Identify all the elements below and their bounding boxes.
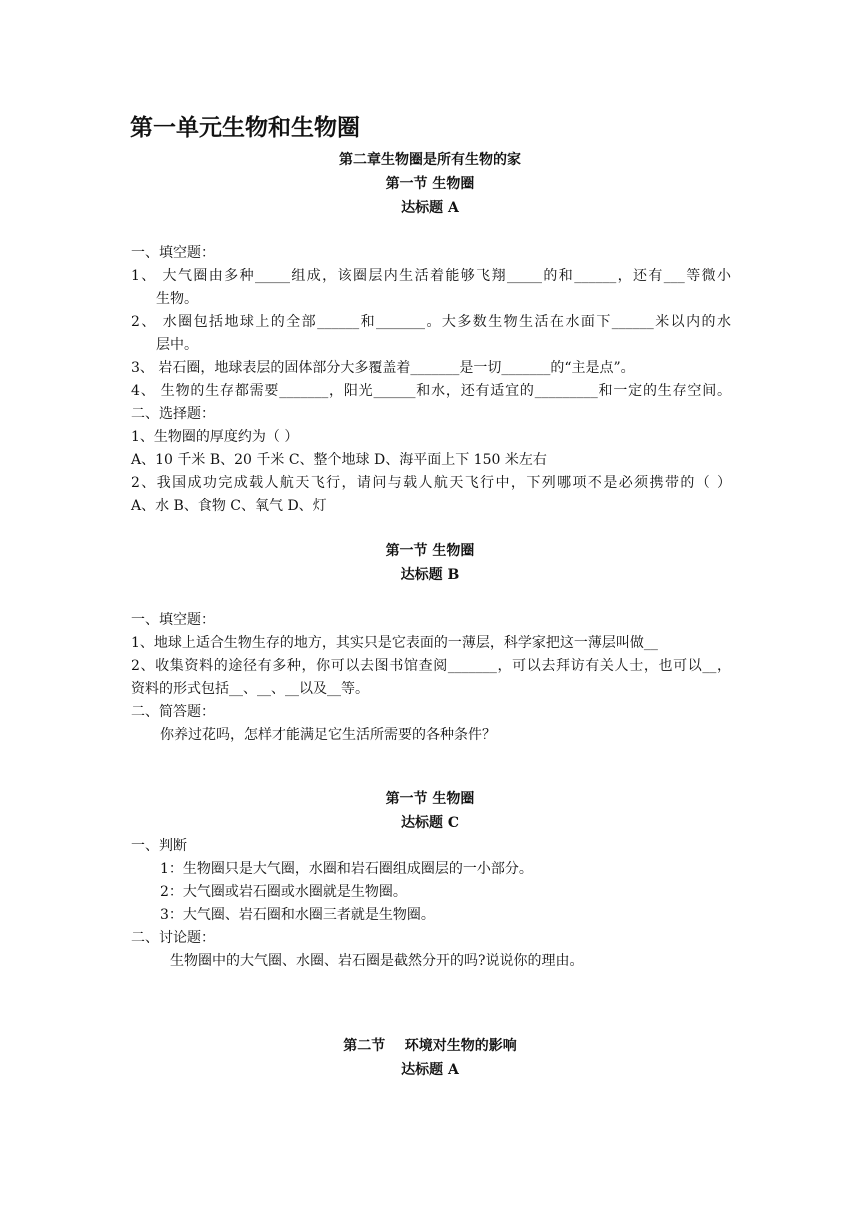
question-1: 1、 大气圈由多种_____组成，该圈层内生活着能够飞翔_____的和______，还有___等微小 [131, 268, 731, 284]
choice-options-1: A、10 千米 B、20 千米 C、整个地球 D、海平面上下 150 米左右 [131, 452, 547, 468]
question-2: 2、 水圈包括地球上的全部______和_______。大多数生物生活在水面下______米以内的水 [131, 314, 731, 330]
judge-item-3: 3：大气圈、岩石圈和水圈三者就是生物圈。 [160, 907, 435, 923]
section-heading: 第一节 生物圈 [385, 543, 475, 559]
section-heading: 第一节 生物圈 [385, 176, 475, 192]
exercise-set-title: 达标题 B [400, 567, 460, 583]
part-heading-short-answer: 二、简答题： [131, 704, 215, 720]
unit-title: 第一单元生物和生物圈 [130, 114, 360, 141]
section-heading: 第二节 环境对生物的影响 [343, 1038, 517, 1054]
choice-options-2: A、水 B、食物 C、氧气 D、灯 [131, 498, 327, 514]
question-2-continued: 层中。 [156, 337, 198, 353]
part-heading-fill-in: 一、填空题： [131, 245, 215, 261]
exercise-set-title: 达标题 A [401, 200, 459, 216]
question-3: 3、 岩石圈，地球表层的固体部分大多覆盖着_______是一切_______的“主是点”。 [131, 360, 635, 376]
question-1-continued: 生物。 [156, 291, 198, 307]
choice-question-1: 1、生物圈的厚度约为（ ） [131, 429, 299, 445]
exercise-set-title: 达标题 C [400, 815, 460, 831]
part-heading-discussion: 二、讨论题： [131, 930, 215, 946]
question-4: 4、 生物的生存都需要_______，阳光______和水，还有适宜的_________和一定的生存空间。 [131, 383, 731, 399]
part-heading-judge: 一、判断 [131, 838, 187, 854]
judge-item-1: 1：生物圈只是大气圈，水圈和岩石圈组成圈层的一小部分。 [160, 861, 533, 877]
exercise-set-title: 达标题 A [401, 1062, 459, 1078]
section-heading: 第一节 生物圈 [385, 791, 475, 807]
choice-question-2: 2、我国成功完成载人航天飞行，请问与载人航天飞行中，下列哪项不是必须携带的（ ） [131, 475, 731, 491]
chapter-title: 第二章生物圈是所有生物的家 [339, 152, 521, 168]
part-heading-fill-in: 一、填空题： [131, 612, 215, 628]
question-1: 1、地球上适合生物生存的地方，其实只是它表面的一薄层，科学家把这一薄层叫做__ [131, 635, 658, 651]
question-2: 2、收集资料的途径有多种，你可以去图书馆查阅_______，可以去拜访有关人士，也可以__， [131, 658, 731, 674]
judge-item-2: 2：大气圈或岩石圈或水圈就是生物圈。 [160, 884, 407, 900]
short-answer-question: 你养过花吗，怎样才能满足它生活所需要的各种条件？ [160, 727, 496, 743]
part-heading-choice: 二、选择题： [131, 406, 215, 422]
question-2-continued: 资料的形式包括__、__、__以及__等。 [131, 681, 369, 697]
discussion-question: 生物圈中的大气圈、水圈、岩石圈是截然分开的吗?说说你的理由。 [170, 953, 584, 969]
